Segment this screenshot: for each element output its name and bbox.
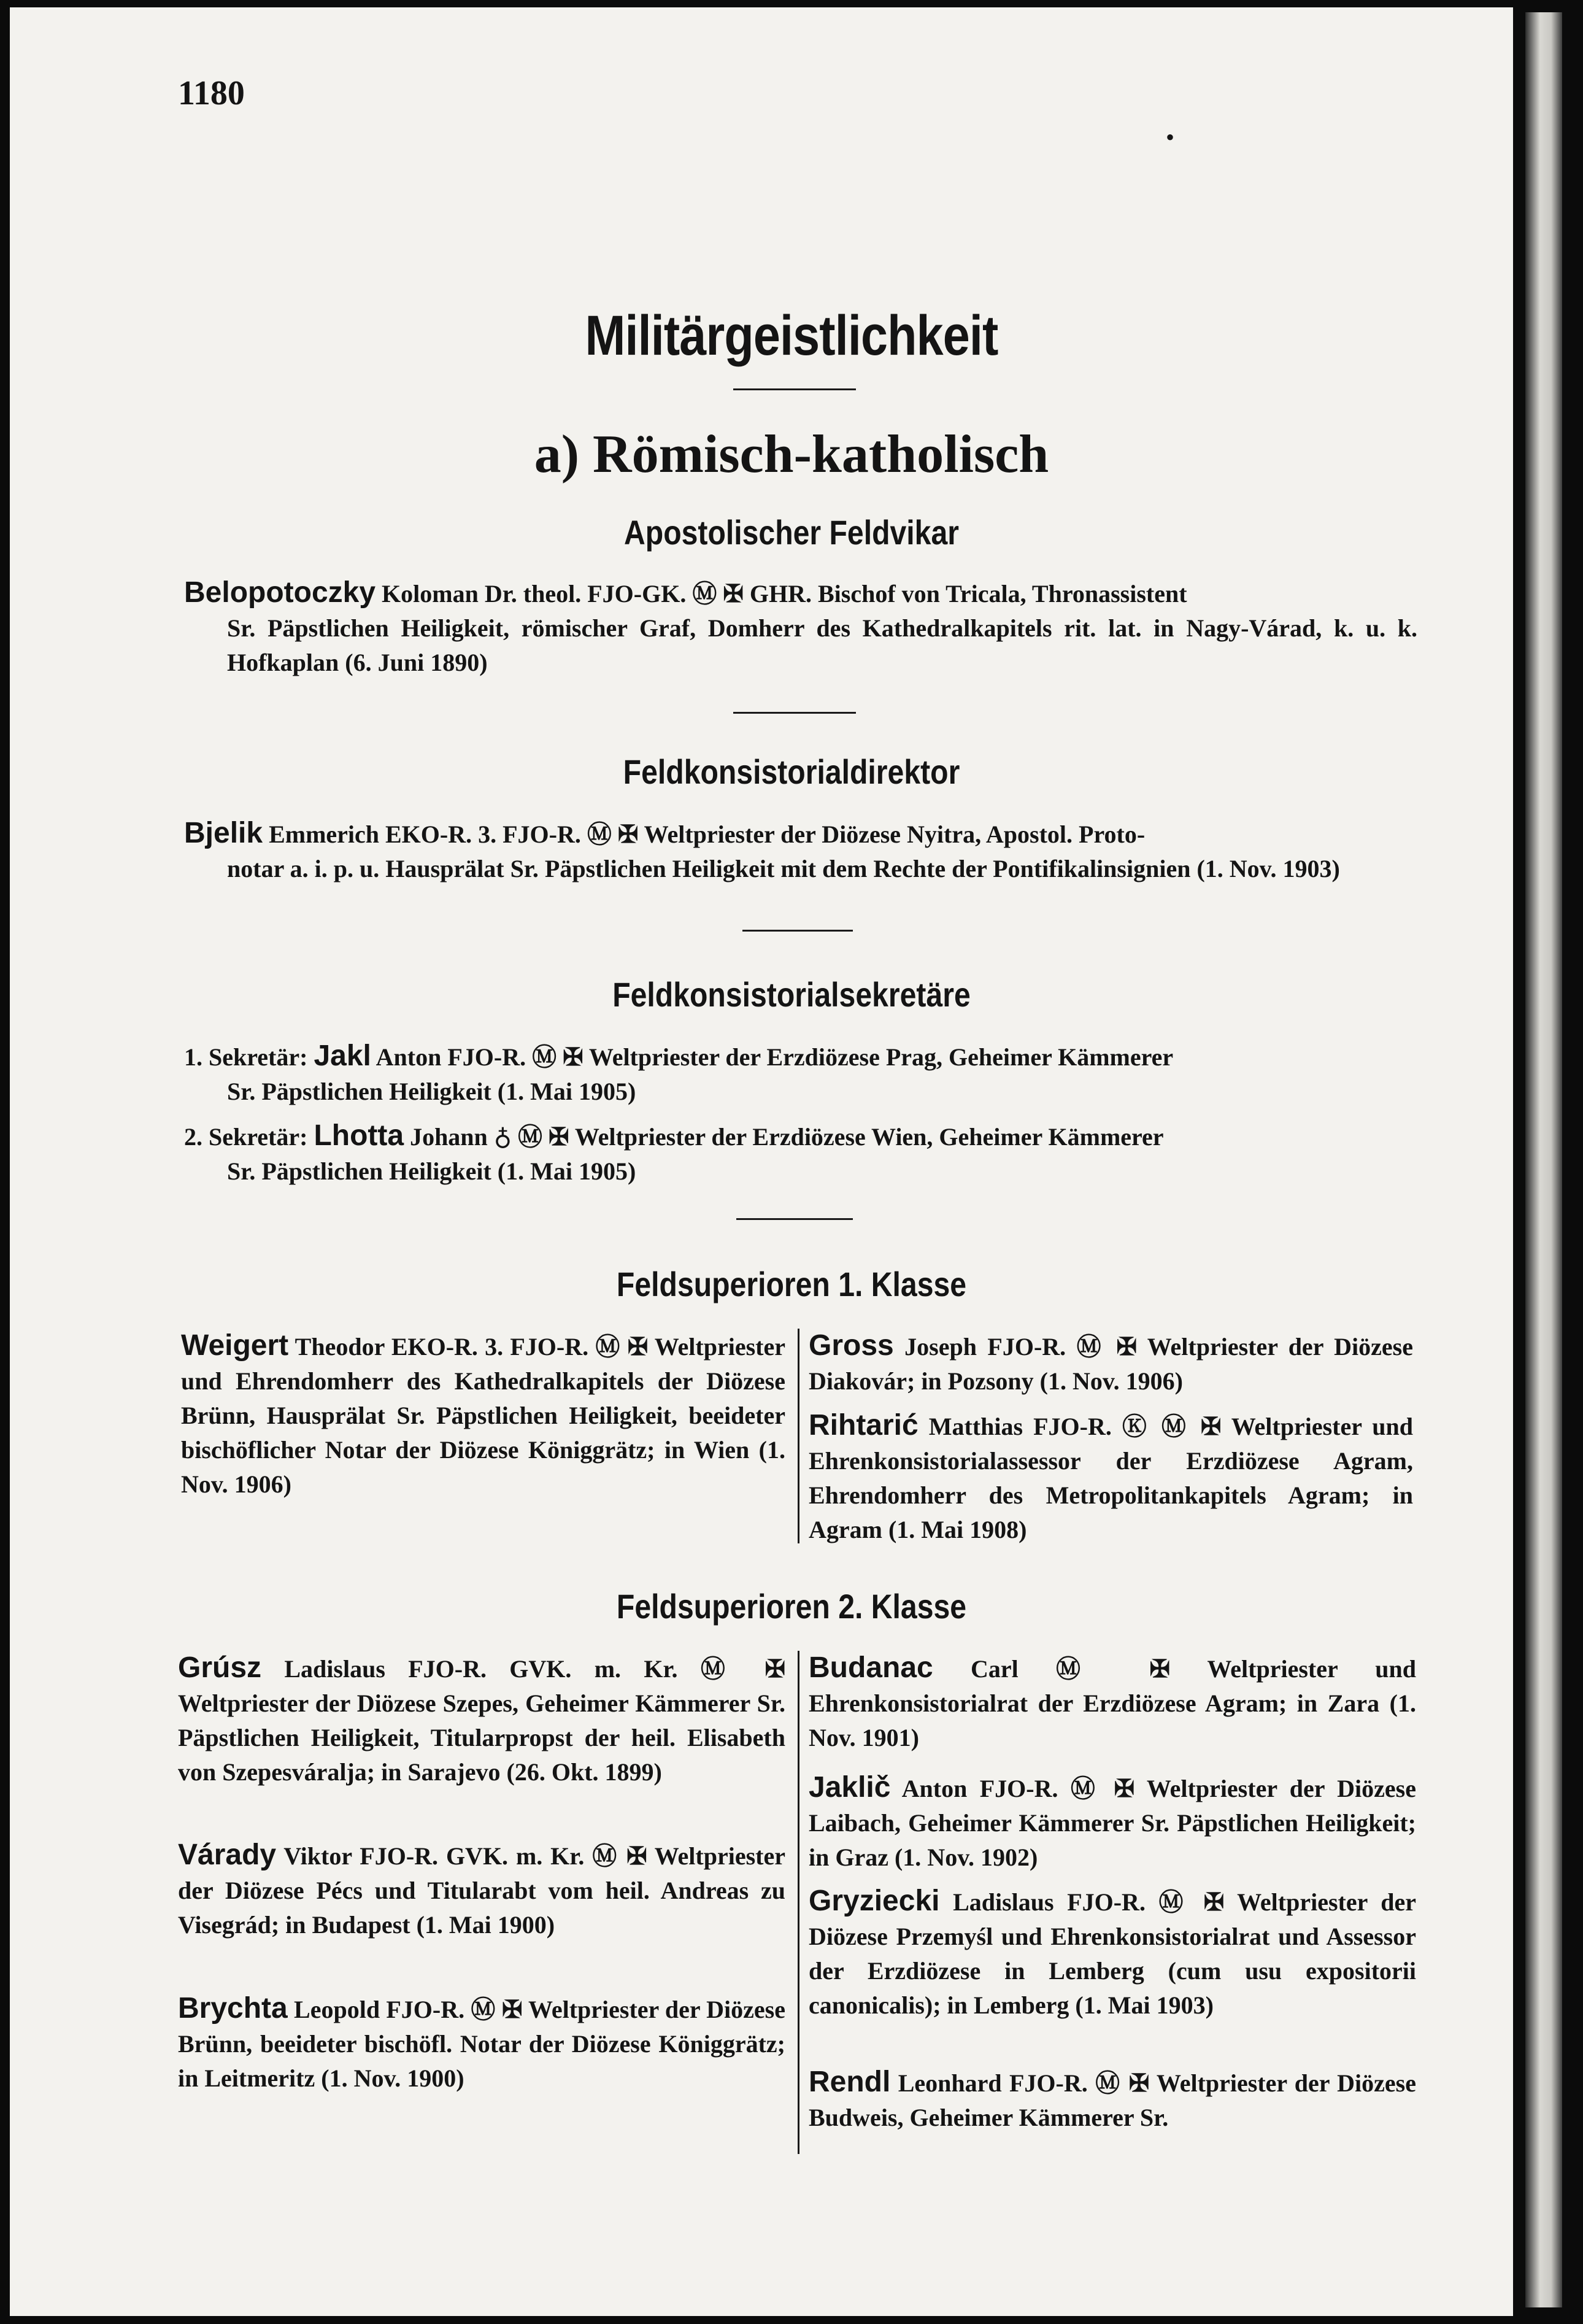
entry-jaklic — [809, 1770, 1416, 1875]
entry-rest: Sr. Päpstlichen Heiligkeit (1. Mai 1905) — [227, 1157, 636, 1185]
column-rule-1 — [798, 1329, 799, 1543]
entry-rihtaric — [809, 1408, 1413, 1547]
page-number: 1180 — [178, 74, 245, 112]
entry-text: Carl Ⓜ ✠ Weltpriester und Ehrenkonsistorialrat der Erzdiözese Agram; in Zara (1. Nov. 1901) — [809, 1655, 1416, 1751]
entry-jakl — [184, 1039, 1417, 1109]
column-rule-2 — [798, 1651, 799, 2154]
entry-name: Gross — [809, 1329, 894, 1362]
entry-name: Gryziecki — [809, 1885, 940, 1917]
entry-rendl — [809, 2065, 1416, 2135]
entry-line1: Anton FJO-R. Ⓜ ✠ Weltpriester der Erzdiözese Prag, Geheimer Kämmerer — [371, 1043, 1174, 1071]
entry-text: Viktor FJO-R. GVK. m. Kr. Ⓜ ✠ Weltpriester der Diözese Pécs und Titularabt vom heil. Andreas zu Visegrád; in Budapest (1. Mai 1900) — [178, 1842, 785, 1939]
section-heading-superiors1: Feldsuperioren 1. Klasse — [616, 1265, 967, 1303]
entry-weigert — [181, 1329, 785, 1502]
ornament-mark: • — [1166, 123, 1175, 151]
entry-line1: Koloman Dr. theol. FJO-GK. Ⓜ ✠ GHR. Bischof von Tricala, Thronassistent — [376, 580, 1187, 608]
entry-text: Matthias FJO-R. Ⓚ Ⓜ ✠ Weltpriester und Ehrenkonsistorialassessor der Erzdiözese Agram, Ehrendomherr des Metropolitankapitels Agram; in Agram (1. Mai 1908) — [809, 1413, 1413, 1543]
title-rule — [733, 388, 856, 390]
entry-text: Joseph FJO-R. Ⓜ ✠ Weltpriester der Diözese Diakovár; in Pozsony (1. Nov. 1906) — [809, 1333, 1413, 1395]
entry-budanac — [809, 1651, 1416, 1755]
entry-rest: Sr. Päpstlichen Heiligkeit (1. Mai 1905) — [227, 1078, 636, 1105]
entry-rest: Sr. Päpstlichen Heiligkeit, römischer Graf, Domherr des Kathedralkapitels rit. lat. in Nagy-Várad, k. u. k. Hofkaplan (6. Juni 1890) — [227, 614, 1417, 676]
entry-name: Rendl — [809, 2066, 891, 2098]
entry-rest: notar a. i. p. u. Hausprälat Sr. Päpstlichen Heiligkeit mit dem Rechte der Pontifikalinsignien (1. Nov. 1903) — [227, 855, 1340, 882]
section-rule-3 — [736, 1218, 853, 1220]
entry-prefix: 1. Sekretär: — [184, 1043, 314, 1071]
entry-name: Várady — [178, 1839, 277, 1871]
entry-name: Lhotta — [314, 1119, 404, 1152]
entry-name: Bjelik — [184, 817, 263, 849]
entry-grusz — [178, 1651, 785, 1789]
main-title: Militärgeistlichkeit — [585, 304, 998, 367]
entry-name: Weigert — [181, 1329, 289, 1362]
entry-line1: Emmerich EKO-R. 3. FJO-R. Ⓜ ✠ Weltpriester der Diözese Nyitra, Apostol. Proto- — [263, 820, 1146, 848]
entry-text: Leonhard FJO-R. Ⓜ ✠ Weltpriester der Diözese Budweis, Geheimer Kämmerer Sr. — [809, 2069, 1416, 2131]
entry-gross — [809, 1329, 1413, 1399]
section-heading-secretaries: Feldkonsistorialsekretäre — [612, 975, 971, 1014]
entry-line1: Johann ♁ Ⓜ ✠ Weltpriester der Erzdiözese Wien, Geheimer Kämmerer — [404, 1123, 1164, 1151]
entry-name: Rihtarić — [809, 1409, 919, 1442]
entry-name: Jaklič — [809, 1771, 891, 1804]
entry-belopotoczky — [184, 576, 1417, 680]
entry-varady — [178, 1838, 785, 1942]
entry-prefix: 2. Sekretär: — [184, 1123, 314, 1151]
entry-name: Belopotoczky — [184, 576, 376, 609]
entry-name: Brychta — [178, 1992, 288, 2025]
section-heading-director: Feldkonsistorialdirektor — [623, 752, 960, 791]
section-rule-1 — [733, 712, 856, 714]
entry-text: Ladislaus FJO-R. Ⓜ ✠ Weltpriester der Diözese Przemyśl und Ehrenkonsistorialrat und Assessor der Erzdiözese in Lemberg (cum usu expositorii canonicalis); in Lemberg (1. Mai 1903) — [809, 1888, 1416, 2019]
entry-brychta — [178, 1991, 785, 2096]
entry-name: Jakl — [314, 1040, 371, 1072]
subtitle: a) Römisch-katholisch — [534, 425, 1049, 484]
entry-bjelik — [184, 816, 1417, 886]
section-heading-apostolic: Apostolischer Feldvikar — [624, 513, 959, 552]
page-edge — [1525, 12, 1562, 2307]
entry-text: Theodor EKO-R. 3. FJO-R. Ⓜ ✠ Weltpriester und Ehrendomherr des Kathedralkapitels der Diözese Brünn, Hausprälat Sr. Päpstlichen Heiligkeit, beeideter bischöflicher Notar der Diözese Königgrätz; in Wien (1. Nov. 1906) — [181, 1333, 785, 1498]
entry-text: Leopold FJO-R. Ⓜ ✠ Weltpriester der Diözese Brünn, beeideter bischöfl. Notar der Diözese Königgrätz; in Leitmeritz (1. Nov. 1900) — [178, 1996, 785, 2092]
section-heading-superiors2: Feldsuperioren 2. Klasse — [616, 1587, 967, 1626]
entry-text: Anton FJO-R. Ⓜ ✠ Weltpriester der Diözese Laibach, Geheimer Kämmerer Sr. Päpstlichen Heiligkeit; in Graz (1. Nov. 1902) — [809, 1775, 1416, 1871]
entry-name: Budanac — [809, 1651, 933, 1684]
entry-lhotta — [184, 1119, 1417, 1189]
entry-name: Grúsz — [178, 1651, 262, 1684]
entry-text: Ladislaus FJO-R. GVK. m. Kr. Ⓜ ✠ Weltpriester der Diözese Szepes, Geheimer Kämmerer Sr. Päpstlichen Heiligkeit, Titularpropst der heil. Elisabeth von Szepesváralja; in Sarajevo (26. Okt. 1899) — [178, 1655, 785, 1786]
entry-gryziecki — [809, 1884, 1416, 2023]
section-rule-2 — [742, 930, 853, 932]
